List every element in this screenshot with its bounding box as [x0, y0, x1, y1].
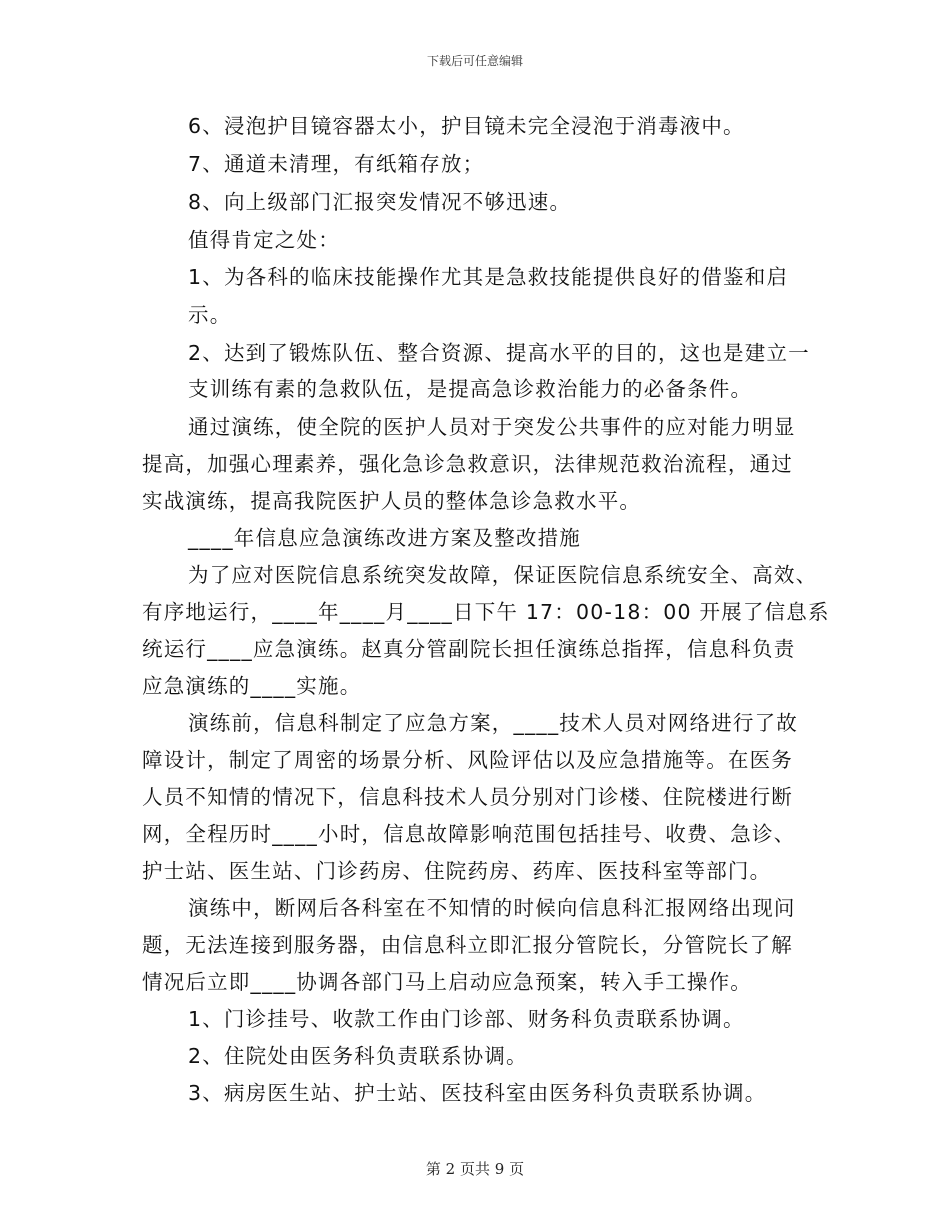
text-line: 题，无法连接到服务器，由信息科立即汇报分管院长，分管院长了解	[142, 933, 793, 957]
text-line: 障设计，制定了周密的场景分析、风险评估以及应急措施等。在医务	[142, 748, 793, 772]
text-line: 演练中，断网后各科室在不知情的时候向信息科汇报网络出现问	[188, 896, 796, 920]
section-heading: ____年信息应急演练改进方案及整改措施	[188, 526, 581, 550]
text-line: 统运行____应急演练。赵真分管副院长担任演练总指挥，信息科负责	[142, 637, 796, 661]
text-line: 有序地运行，____年____月____日下午 17：00-18：00 开展了信息系	[142, 600, 830, 624]
text-line: 为了应对医院信息系统突发故障，保证医院信息系统安全、高效、	[188, 563, 818, 587]
text-line: 示。	[188, 303, 232, 327]
text-line: 实战演练，提高我院医护人员的整体急诊急救水平。	[142, 489, 642, 513]
text-line: 演练前，信息科制定了应急方案，____技术人员对网络进行了故	[188, 711, 798, 735]
text-line: 2、住院处由医务科负责联系协调。	[188, 1044, 528, 1068]
text-line: 通过演练，使全院的医护人员对于突发公共事件的应对能力明显	[188, 415, 796, 439]
text-line: 7、通道未清理，有纸箱存放；	[188, 152, 485, 176]
text-line: 1、门诊挂号、收款工作由门诊部、财务科负责联系协调。	[188, 1007, 745, 1031]
text-line: 2、达到了锻炼队伍、整合资源、提高水平的目的，这也是建立一	[188, 341, 810, 365]
text-line: 1、为各科的临床技能操作尤其是急救技能提供良好的借鉴和启	[188, 265, 789, 289]
text-line: 护士站、医生站、门诊药房、住院药房、药库、医技科室等部门。	[142, 859, 772, 883]
text-line: 值得肯定之处：	[188, 228, 340, 252]
text-line: 应急演练的____实施。	[142, 674, 362, 698]
text-line: 6、浸泡护目镜容器太小，护目镜未完全浸泡于消毒液中。	[188, 114, 745, 138]
text-line: 支训练有素的急救队伍，是提高急诊救治能力的必备条件。	[188, 377, 753, 401]
text-line: 人员不知情的情况下，信息科技术人员分别对门诊楼、住院楼进行断	[142, 785, 793, 809]
page-header: 下载后可任意编辑	[426, 54, 523, 68]
text-line: 3、病房医生站、护士站、医技科室由医务科负责联系协调。	[188, 1081, 767, 1105]
text-line: 8、向上级部门汇报突发情况不够迅速。	[188, 190, 572, 214]
text-line: 提高，加强心理素养，强化急诊急救意识，法律规范救治流程，通过	[142, 452, 793, 476]
text-line: 情况后立即____协调各部门马上启动应急预案，转入手工操作。	[142, 970, 752, 994]
page-footer: 第 2 页共 9 页	[425, 1160, 525, 1178]
text-line: 网，全程历时____小时，信息故障影响范围包括挂号、收费、急诊、	[142, 822, 796, 846]
